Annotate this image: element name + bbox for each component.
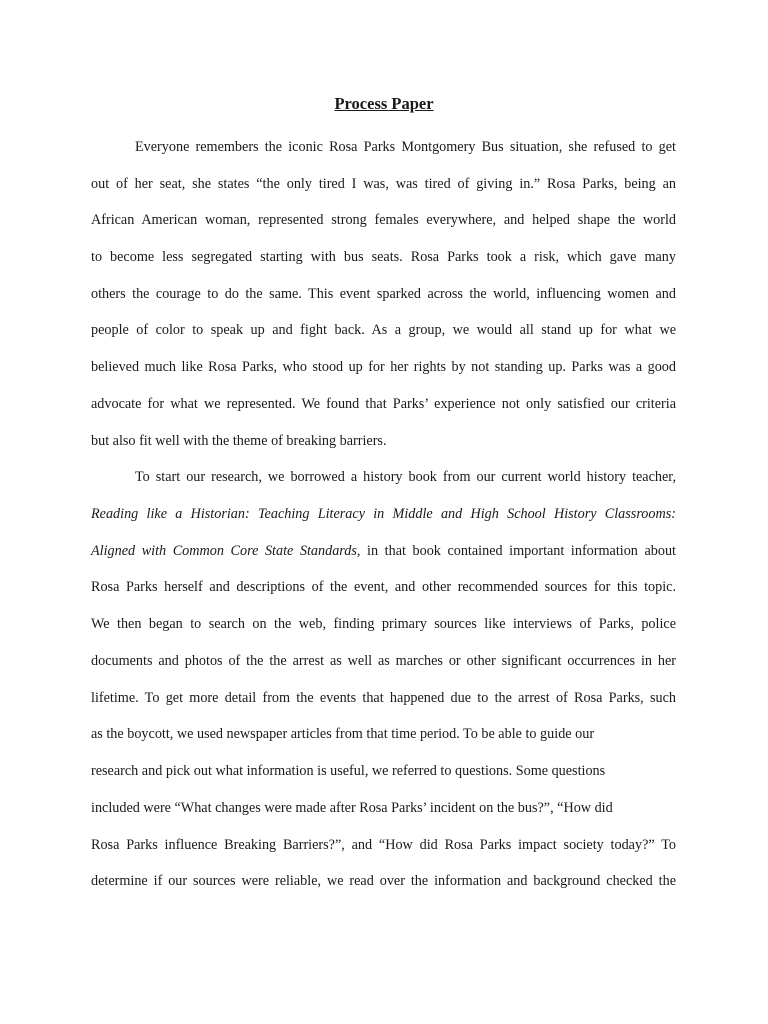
- paragraph-1-line-8: advocate for what we represented. We found that Parks’ experience not only satisfied our criteria: [91, 396, 676, 412]
- book-title-continued: Aligned with Common Core State Standards: [91, 543, 357, 559]
- paragraph-2-line-6: documents and photos of the the arrest as well as marches or other significant occurrences in her: [91, 653, 676, 669]
- paragraph-1-line-1: Everyone remembers the iconic Rosa Parks Montgomery Bus situation, she refused to get: [135, 139, 676, 155]
- paragraph-1-line-7: believed much like Rosa Parks, who stood up for her rights by not standing up. Parks was a good: [91, 359, 676, 375]
- paragraph-1-line-2: out of her seat, she states “the only tired I was, was tired of giving in.” Rosa Parks, being an: [91, 176, 676, 192]
- paragraph-1-line-6: people of color to speak up and fight back. As a group, we would all stand up for what we: [91, 322, 676, 338]
- paragraph-2-line-4: Rosa Parks herself and descriptions of the event, and other recommended sources for this topic.: [91, 579, 676, 595]
- paragraph-1-line-5: others the courage to do the same. This event sparked across the world, influencing women and: [91, 286, 676, 302]
- paragraph-2-line-3: [91, 541, 676, 561]
- paragraph-1-line-4: to become less segregated starting with bus seats. Rosa Parks took a risk, which gave many: [91, 249, 676, 265]
- paragraph-1-line-3: African American woman, represented strong females everywhere, and helped shape the world: [91, 212, 676, 228]
- paragraph-2-line-1: To start our research, we borrowed a history book from our current world history teacher,: [135, 469, 676, 485]
- paragraph-2-line-5: We then began to search on the web, finding primary sources like interviews of Parks, police: [91, 616, 676, 632]
- paragraph-2-line-11: Rosa Parks influence Breaking Barriers?”, and “How did Rosa Parks impact society today?” To: [91, 837, 676, 853]
- paragraph-2-line-7: lifetime. To get more detail from the events that happened due to the arrest of Rosa Parks, such: [91, 690, 676, 706]
- paragraph-2-line-8: as the boycott, we used newspaper articles from that time period. To be able to guide our: [91, 726, 595, 742]
- paragraph-2-line-9: research and pick out what information is useful, we referred to questions. Some questions: [91, 763, 606, 779]
- paragraph-2-line-2-book-title: Reading like a Historian: Teaching Literacy in Middle and High School History Classrooms:: [91, 506, 676, 522]
- paragraph-2-line-3-text: , in that book contained important information about: [356, 543, 676, 559]
- page-title: Process Paper: [334, 94, 434, 113]
- paragraph-2-line-10: included were “What changes were made after Rosa Parks’ incident on the bus?”, “How did: [91, 800, 613, 816]
- paragraph-2-line-12: determine if our sources were reliable, we read over the information and background checked the: [91, 873, 676, 889]
- paragraph-1-line-9: but also fit well with the theme of breaking barriers.: [91, 433, 387, 449]
